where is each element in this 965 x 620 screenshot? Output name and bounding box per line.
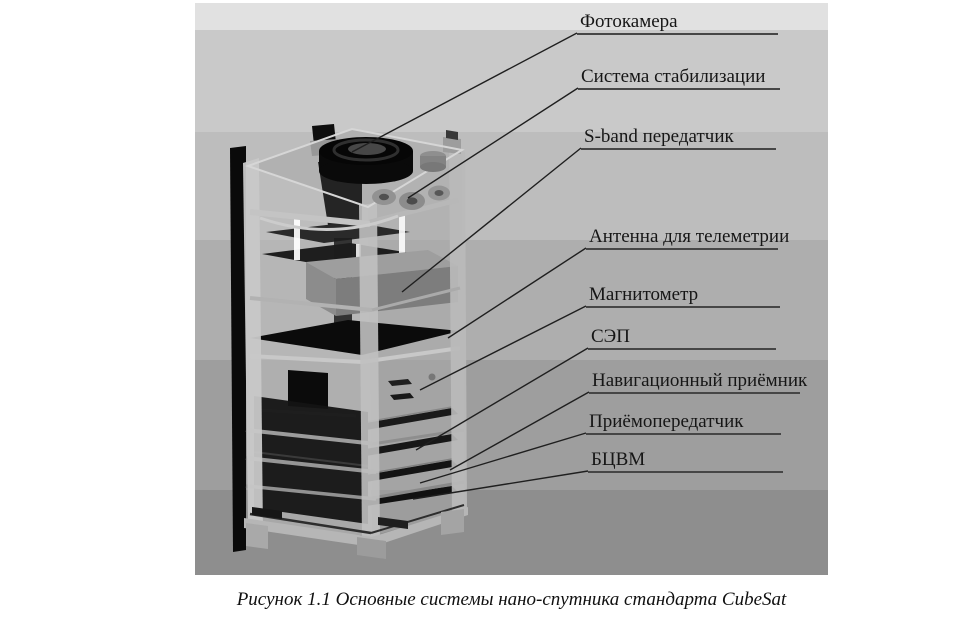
- figure-caption: Рисунок 1.1 Основные системы нано-спутника стандарта CubeSat: [236, 589, 787, 610]
- label-power-supply-system: СЭП: [588, 324, 776, 350]
- label-photo-camera: Фотокамера: [577, 9, 778, 35]
- label-stabilization-system: Система стабилизации: [578, 64, 780, 90]
- antenna-rod-graphic: [230, 146, 246, 552]
- leader-telemetry-antenna: [448, 248, 586, 338]
- label-navigation-receiver: Навигационный приёмник: [589, 368, 800, 394]
- label-telemetry-antenna: Антенна для телеметрии: [586, 224, 778, 250]
- leader-photo-camera: [352, 33, 577, 152]
- label-transceiver: Приёмопередатчик: [586, 409, 781, 435]
- leader-stabilization-system: [408, 88, 578, 198]
- leader-navigation-receiver: [450, 392, 589, 470]
- label-magnetometer: Магнитометр: [586, 282, 780, 308]
- label-s-band-transmitter: S-band передатчик: [581, 124, 776, 150]
- label-onboard-computer: БЦВМ: [588, 447, 783, 473]
